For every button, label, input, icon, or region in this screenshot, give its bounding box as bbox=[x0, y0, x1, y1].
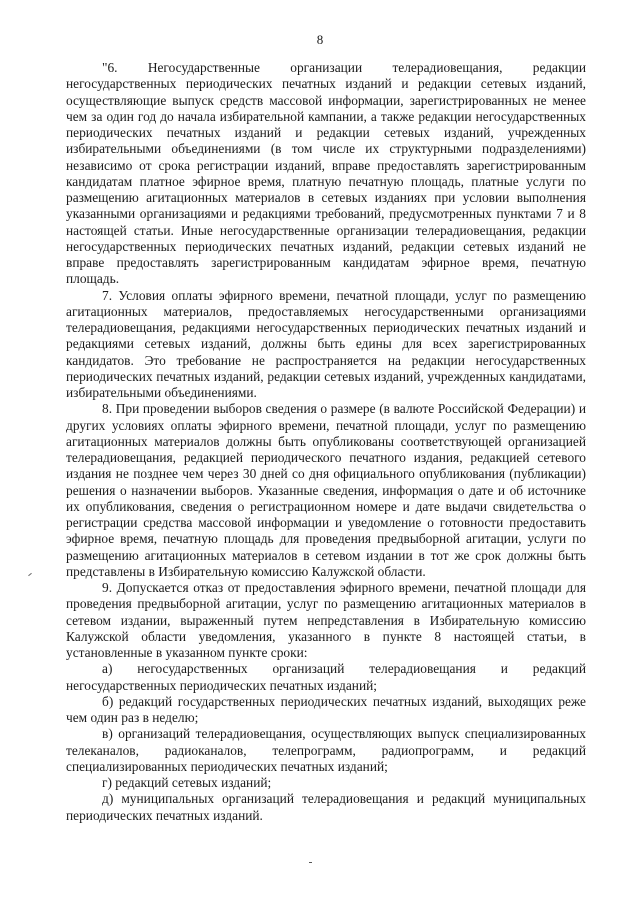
page-number: 8 bbox=[316, 32, 324, 47]
document-body bbox=[66, 60, 586, 824]
scan-mark bbox=[28, 573, 32, 576]
paragraph-8: 8. При проведении выборов сведения о размере (в валюте Российской Федерации) и других условиях оплаты эфирного времени, печатной площади, услуг по размещению агитационных материалов должны быть опубликованы соответствующей организацией телерадиовещания, редакцией периодического печатного издания, редакцией сетевого издания не позднее чем через 30 дней со дня официального опубликования (публикации) решения о назначении выборов. Указанные сведения, информация о дате и об источнике их опубликования, сведения о регистрационном номере и дате выдачи свидетельства о регистрации средства массовой информации и уведомление о готовности предоставить эфирное время, печатную площадь для проведения предвыборной агитации, услуги по размещению агитационных материалов в сетевом издании в тот же срок должны быть представлены в Избирательную комиссию Калужской области. bbox=[66, 401, 586, 579]
paragraph-7: 7. Условия оплаты эфирного времени, печатной площади, услуг по размещению агитационных материалов, предоставляемых негосударственными организациями телерадиовещания, редакциями негосударственных периодических печатных изданий и редакциями сетевых изданий, должны быть едины для всех зарегистрированных кандидатов. Это требование не распространяется на редакции негосударственных периодических печатных изданий, редакции сетевых изданий, учрежденных кандидатами, избирательными объединениями. bbox=[66, 287, 586, 400]
list-item-a: а) негосударственных организаций телерадиовещания и редакций негосударственных периодических печатных изданий; bbox=[66, 661, 586, 693]
list-item-d: д) муниципальных организаций телерадиовещания и редакций муниципальных периодических печатных изданий. bbox=[66, 791, 586, 823]
list-item-b: б) редакций государственных периодических печатных изданий, выходящих реже чем один раз в неделю; bbox=[66, 693, 586, 725]
paragraph-9: 9. Допускается отказ от предоставления эфирного времени, печатной площади для проведения предвыборной агитации, услуг по размещению агитационных материалов в сетевом издании, выраженный путем непредставления в Избирательную комиссию Калужской области уведомления, указанного в пункте 8 настоящей статьи, в установленные в указанном пункте сроки: bbox=[66, 580, 586, 660]
paragraph-6: "6. Негосударственные организации телерадиовещания, редакции негосударственных периодических печатных изданий и редакции сетевых изданий, осуществляющие выпуск средств массовой информации, зарегистрированных не менее чем за один год до начала избирательной кампании, а также редакции негосударственных периодических печатных изданий и редакции сетевых изданий, учрежденных избирательными объединениями (в том числе их структурными подразделениями) независимо от срока регистрации изданий, вправе предоставлять зарегистрированным кандидатам платное эфирное время, платную печатную площадь, платные услуги по размещению агитационных материалов в сетевых изданиях при условии выполнения указанными организациями и редакциями требований, предусмотренных пунктами 7 и 8 настоящей статьи. Иные негосударственные организации телерадиовещания, редакции негосударственных периодических печатных изданий, редакции сетевых изданий не вправе предоставлять зарегистрированным кандидатам эфирное время, печатную площадь. bbox=[66, 60, 586, 287]
list-item-g: г) редакций сетевых изданий; bbox=[102, 775, 272, 790]
list-item-v: в) организаций телерадиовещания, осуществляющих выпуск специализированных телеканалов, радиоканалов, телепрограмм, радиопрограмм, и редакций специализированных периодических печатных изданий; bbox=[66, 726, 586, 774]
scan-dot bbox=[309, 862, 312, 863]
